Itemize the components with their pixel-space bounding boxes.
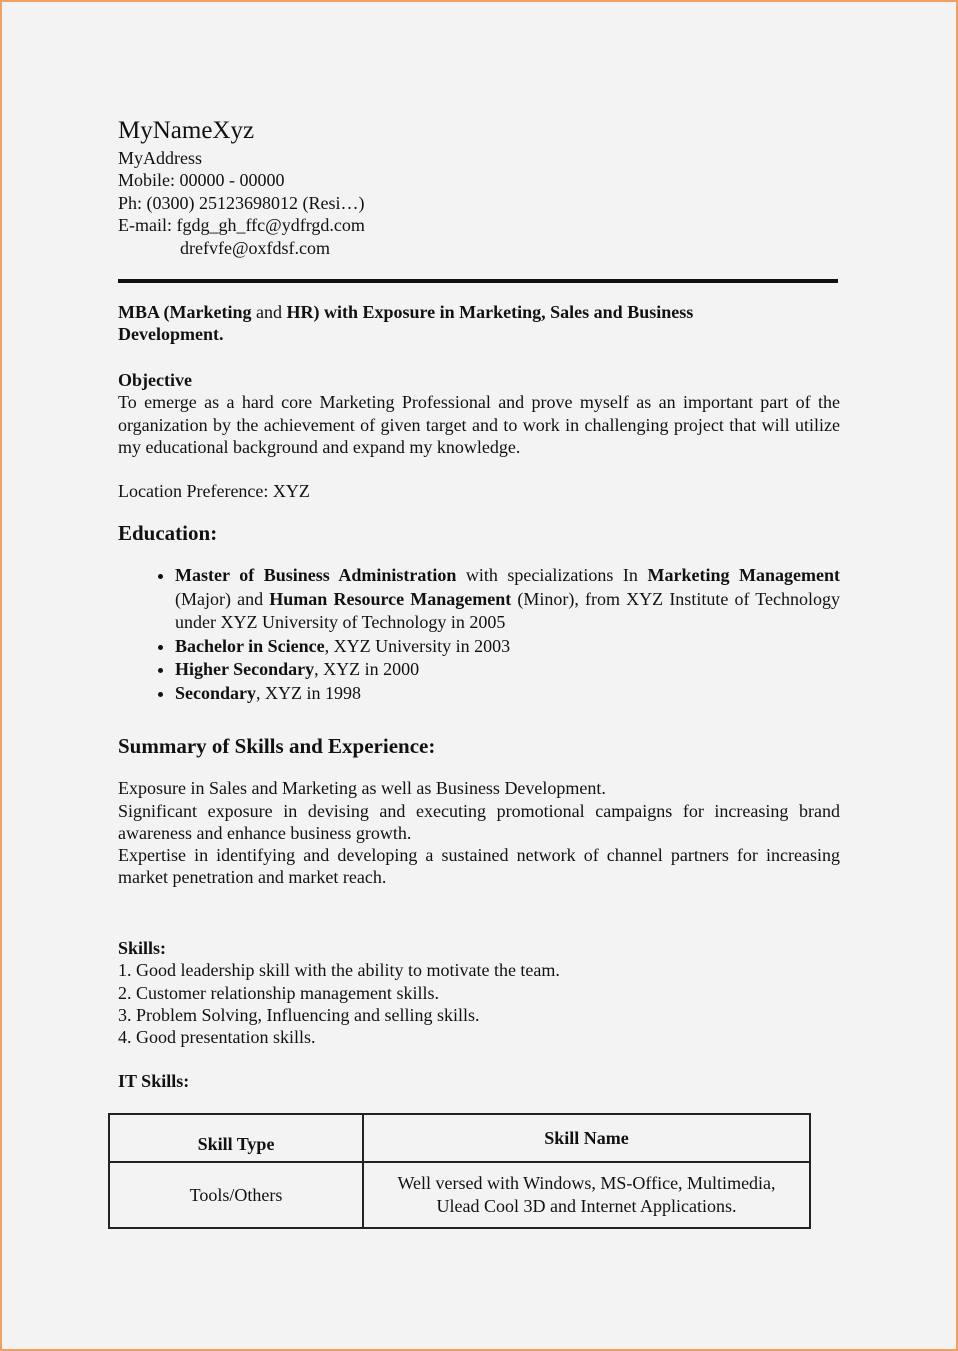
- skills-section: [118, 937, 840, 1093]
- summary-line: Significant exposure in devising and executing promotional campaigns for increasing brand awareness and enhance business growth.: [118, 800, 840, 843]
- divider: [118, 279, 838, 283]
- skill-item: 3. Problem Solving, Influencing and selling skills.: [118, 1004, 480, 1025]
- table-cell: Well versed with Windows, MS-Office, Multimedia, Ulead Cool 3D and Internet Applications.: [363, 1162, 810, 1228]
- objective-text: To emerge as a hard core Marketing Professional and prove myself as an important part of the organization by the achievement of given target and to work in challenging project that will utilize my educational background and expand my knowledge.: [118, 392, 840, 457]
- email-primary: E-mail: fgdg_gh_ffc@ydfrgd.com: [118, 215, 365, 236]
- table-cell: Tools/Others: [109, 1162, 363, 1228]
- address: MyAddress: [118, 148, 202, 168]
- objective-section: [118, 369, 840, 502]
- objective-title: Objective: [118, 370, 192, 390]
- table-row: [109, 1162, 810, 1228]
- summary-section: [118, 735, 840, 889]
- table-header: Skill Type: [109, 1114, 363, 1162]
- education-list: [118, 564, 840, 705]
- skill-item: 4. Good presentation skills.: [118, 1027, 316, 1048]
- education-item: • Higher Secondary, XYZ in 2000: [175, 658, 840, 682]
- location-preference: Location Preference: XYZ: [118, 481, 310, 502]
- phone: Ph: (0300) 25123698012 (Resi…): [118, 192, 365, 213]
- candidate-name: MyNameXyz: [118, 117, 255, 144]
- summary-line: Expertise in identifying and developing a sustained network of channel partners for increasing market penetration and market reach.: [118, 845, 840, 888]
- education-section: [118, 522, 840, 705]
- skill-item: 2. Customer relationship management skills.: [118, 982, 439, 1003]
- skill-item: 1. Good leadership skill with the ability to motivate the team.: [118, 960, 560, 981]
- education-item: • Secondary, XYZ in 1998: [175, 682, 840, 706]
- education-item: • Bachelor in Science, XYZ University in 2003: [175, 635, 840, 659]
- mobile: Mobile: 00000 - 00000: [118, 170, 285, 191]
- it-skills-table: [108, 1113, 811, 1229]
- summary-line: Exposure in Sales and Marketing as well as Business Development.: [118, 778, 606, 799]
- table-header: Skill Name: [363, 1114, 810, 1162]
- skills-title: Skills:: [118, 938, 167, 958]
- email-secondary: drefvfe@oxfdsf.com: [180, 237, 331, 258]
- headline: MBA (Marketing and HR) with Exposure in Marketing, Sales and Business Development.: [118, 302, 694, 345]
- education-item: • Master of Business Administration with specializations In Marketing Management (Major) and Human Resource Management (Minor), from XYZ Institute of Technology under XYZ University of Technology in 2005: [175, 564, 840, 635]
- education-title: Education:: [118, 521, 218, 545]
- it-skills-title: IT Skills:: [118, 1071, 190, 1092]
- contact-block: [118, 147, 365, 259]
- summary-title: Summary of Skills and Experience:: [118, 734, 436, 758]
